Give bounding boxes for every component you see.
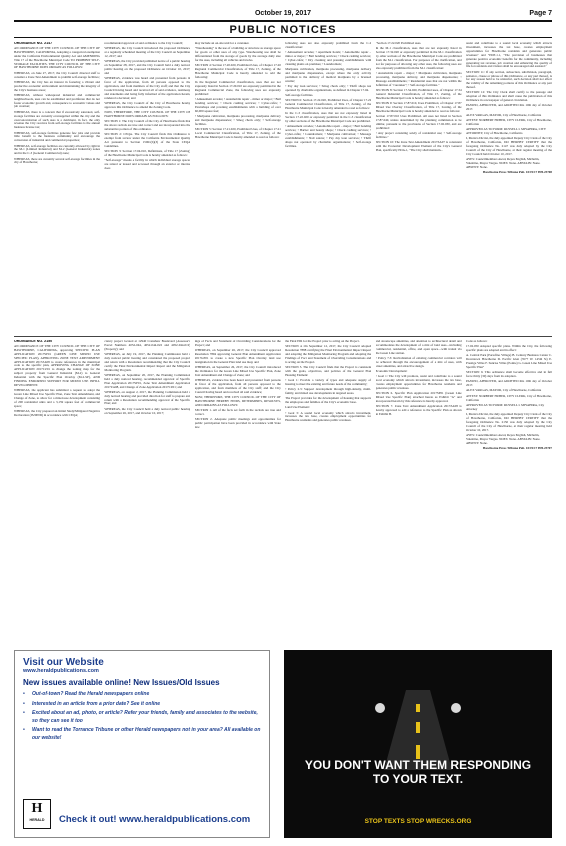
ordinance-title: ORDINANCE NO. 2147 xyxy=(14,42,53,45)
notice-paragraph: I, Monica Dicrisi, the duly appointed Deputy City Clerk of the City of Hawthorne, California, DO HEREBY CERTIFY that the foregoing Ordinance No. 2150 was duly adopted by the City Council of the City of Hawthorne, at their regular meeting held October 10, 2017. xyxy=(466,411,552,432)
herald-logo xyxy=(23,799,51,829)
notice-paragraph: WHEREAS, on September 26, 2017, the City Council approved Resolution 7894 approving General Plan Amendment Application 2017GP01 to create a new Specific Plan Overlay land use designation in the General Plan land use map; and xyxy=(194,348,281,364)
notice-paragraph: I, Monica Dicrisi, the duly appointed Deputy City Clerk of the City of Hawthorne, California, DO HEREBY CERTIFY that the foregoing Ordinance No. 2147 was duly adopted by the City Council of the City of Hawthorne, at their regular meeting of the City Council held October 10, 2017. xyxy=(466,136,552,156)
issue-date: October 19, 2017 xyxy=(254,10,312,17)
notice-paragraph: WHEREAS, the City has an interest in fostering a vibrant and productive economic environment and maintaining the integrity of the City's business areas; xyxy=(14,79,100,92)
notice-paragraph: SECTION 2. Adequate public meetings and opportunities for public participation have been provided in accordance with State law. xyxy=(194,417,281,429)
notice-paragraph: SECTION 9. This ordinance shall become effective and in full force thirty (30) days from its adoption. xyxy=(466,370,552,379)
notice-paragraph: SECTION 1. All of the facts set forth in the recitals are true and correct. xyxy=(194,407,281,416)
road-illustration-icon xyxy=(284,650,552,770)
notice-column xyxy=(466,42,552,332)
notice-paragraph: • Pay day loan services; • Smog check only; • Thrift shops not operated by charitable organizations, as defined in Chapter 17.04. xyxy=(285,83,372,92)
notice-paragraph: ALEX VARGAS, MAYOR, City of Hawthorne, California xyxy=(466,112,542,117)
notice-paragraph: ALEX VARGAS, MAYOR, City of Hawthorne, California xyxy=(466,388,542,393)
notice-paragraph: may include an on-site unit for a caretaker. xyxy=(194,42,250,45)
notice-paragraph: WHEREAS, on July 19, 2017, the Planning Commission held a duly noticed public hearing and considered the proposed project and return with a Resolution recommending that the City Council certify the Final Environmental Impact Report and the Mitigation Monitoring Program. xyxy=(104,352,191,372)
promo-check-it-out[interactable]: Check it out! www.heraldpublications.com xyxy=(59,814,251,825)
notice-paragraph: SECTION 10: The Zone Text Amendment 2017ZA07 is consistent with the Economic Development Element of the City's General Plan, specifically EDA-1, "The City shall maintain... xyxy=(375,139,462,152)
notice-paragraph: Marijuana cultivation, marijuana processing, marijuana delivery and marijuana dispensaries, except where the only activity permitted is the delivery of medical marijuana by a licensed retailer; xyxy=(285,67,372,83)
ordinance-title: ORDINANCE NO. 2150 xyxy=(14,340,53,343)
notice-paragraph: AN ORDINANCE OF THE CITY COUNCIL OF THE CITY OF HAWTHORNE, CALIFORNIA, Adopting a categorical exemption under the California Environmental Quality Act and AMENDING Title 17 of the Hawthorne Municipal Code TO PROHIBIT SELF-STORAGE FACILITIES. THE CITY COUNCIL OF THE CITY OF HAWTHORNE DOES ORDAIN AS FOLLOWS: xyxy=(14,45,100,70)
notice-paragraph: AYES: Councilmembers Awad, Reyes English, Michelin, Valentine, Mayor Vargas. NOES: None. ABSTAIN: None. ABSENT: None. xyxy=(466,432,541,445)
notice-column xyxy=(195,340,281,644)
notice-paragraph: WHEREAS, the applicant has submitted a request to adopt the Green Line Mixed Use Specific Plan, Zone Text Amendment, and Change of Zone, to allow for a mixed-use development consisting of 200 residential units and a 3,159 square feet of commercial space; xyxy=(14,388,100,408)
promo-title: Visit our Website xyxy=(23,657,104,668)
section-banner: PUBLIC NOTICES xyxy=(14,20,552,38)
psa-cta[interactable]: STOP TEXTS STOP WRECKS.ORG xyxy=(364,818,472,825)
notice-paragraph: SECTION 6: Section 17.22.020, Prohibited Uses, of Chapter 17.22 General Commercial Classification, of Title 17, Zoning, of the Hawthorne Municipal Code is hereby amended to read as follows: xyxy=(285,98,372,111)
notice-paragraph: WHEREAS, there are currently several self-storage facilities in the city of Hawthorne; xyxy=(14,156,100,165)
notice-column xyxy=(104,340,190,644)
notice-paragraph: SECTION 4. On September 12, 2017, the City Council adopted Resolution 7888 certifying the Final Environmental Impact Report and adopting the Mitigation Monitoring Program and adopting the Findings of Fact and Statement of Overriding Considerations and is acting on the Project. xyxy=(285,344,372,364)
notice-column xyxy=(376,340,462,644)
texting-psa-ad[interactable] xyxy=(284,650,552,838)
herald-logo-mark: H xyxy=(31,801,43,816)
notice-paragraph: APPROVED AS TO FORM: RUSSELL I. MIYAHIRA, City Attorney xyxy=(466,402,545,411)
notice-paragraph: • Amusement arcades; • Apartment hotels; • Automobile repair – minor or major; • Bail bonding services; • Check cashing services; • Cyber-cafés; • Dry cleaning and pressing establishments with cleaning plants on premises; • Laundromats; xyxy=(285,50,372,66)
promo-bullet: • Out-of-town? Read the Herald newspapers online xyxy=(23,691,263,699)
notice-paragraph: SECTION 9: Section 17.87.010, Uses Prohibited, of Chapter 17.87 Mixed Use Overlay Classification, of Title 17, Zoning, of the Hawthorne Municipal Code is hereby amended to read as follows: xyxy=(375,100,462,113)
notice-column xyxy=(104,42,190,332)
notice-paragraph: WHEREAS, evidence has been heard and presented from persons in favor of the application, from all persons opposed to the application, and from members of the City staff; and the City Council having heard and received all said evidence; xyxy=(194,378,281,394)
notice-paragraph: WHEREAS, the City prepared an Initial Study/Mitigated Negative Declaration (IS/MND) in accordance with CEQA; xyxy=(14,409,100,417)
notice-paragraph: • Amusement arcades; • Automobile repair – major; • Bail bonding services; • Barber and beauty shops; • Check cashing services; • Cyber-cafés; • Laundromats; • Marijuana cultivation; • Massage establishments; • Nail salons; • Pay day loan services; • Thrift shops not operated by charitable organizations; • Self-storage facilities. xyxy=(285,124,372,148)
notice-paragraph: 17.02.050 Adopted specific plans. Within the City, the following specific plans are adopted and in effect: xyxy=(466,344,552,353)
publication-number: Hawthorne Press Tribune Pub. 10/19/17 HH-25707 xyxy=(482,445,552,450)
website-promo-ad[interactable] xyxy=(14,650,270,838)
notice-paragraph: ATTEST: NORBERT HUBER, CITY CLERK, City of Hawthorne, California xyxy=(466,393,552,402)
notice-paragraph: WHEREAS, evidence was heard and presented from persons in favor of the application, from all persons opposed to the application, and from members of the City staff; and that the City Council having heard and received all of said evidence, testimony and statements and being fully informed of the application herein, rendered a decision; and xyxy=(104,76,191,100)
notice-paragraph: SECTION 3: Section 17.04.010, Definitions, of Title 17 (Zoning) of the Hawthorne Municipal Code is hereby amended as follows: xyxy=(104,149,191,157)
notice-paragraph: WHEREAS, on September 26, 2017, the City Council introduced the Ordinance for the Green Line Mixed Use Specific Plan, Zone Text Amendment and Change of Zone; and xyxy=(194,365,281,377)
notice-paragraph: ings of Facts and Statement of Overriding Considerations for the Project; and xyxy=(194,340,281,347)
notice-paragraph: Land Use Element: xyxy=(285,405,310,410)
notice-divider xyxy=(14,336,552,337)
ordinance-2150 xyxy=(14,340,552,644)
notice-paragraph: recommended approval of said ordinance to the City Council; xyxy=(104,42,184,45)
notice-paragraph: Section 17.87.010 Uses Prohibited. All uses not listed in Section 17.87.040, unless determined by the planning commission to be similar, pursuant to the provisions of Section 17.02.030, and are prohibited: xyxy=(375,113,462,130)
notice-paragraph: • Policy 7.3: Revitalization of existing commercial corridors will be achieved through the encouragement of a mix of uses, with street amenities, and attractive design. xyxy=(375,355,462,368)
promo-bullet: • Want to read the Torrance Tribune or other Herald newspapers not in your area? All available on our website! xyxy=(23,727,263,742)
notice-paragraph: SECTION 2: CEQA. The City Council finds this Ordinance is exempt from review under the California Environmental Quality Act pursuant to Section 15061(b)(3) of the State CEQA Guidelines. xyxy=(104,132,191,148)
notice-paragraph: the Final EIR for the Project prior to acting on the Project. xyxy=(285,340,360,343)
promo-bullet: • Excited about an ad, photo, or article? Refer your friends, family and associates to the website, so they can see it too xyxy=(23,710,263,725)
notice-paragraph: SECTION 1: The City Council of the City of Hawthorne finds that the above recitals are true and correct and are incorporated into the substantive portion of this ordinance. xyxy=(104,119,191,131)
notice-paragraph: WHEREAS, on September 20, 2017, the Planning Commission held a duly noticed hearing, recommended approval of Specific Plan Application 2017SP01, Zone Text Amendment Application 2017ZA08, and Change of Zone Application 2017CZ01; and xyxy=(104,372,191,389)
notice-paragraph: In the C-3 classification, uses that are not expressly listed in Section 17.22.020 or expressly permitted in the C-3 classification by other sections of the Hawthorne Municipal Code are prohibited. xyxy=(285,111,372,124)
notice-paragraph: NOW, THEREFORE, THE CITY COUNCIL OF THE CITY OF HAWTHORNE DOES ORDAIN AS FOLLOWS: xyxy=(104,109,191,118)
notice-paragraph: WHEREAS, on June 27, 2017, the City Council directed staff to consider a Zone Text Amendment to prohibit self-storage facilities; xyxy=(14,70,100,79)
notice-paragraph: In the Regional Commercial classification, uses that are not expressly listed in Section 17.20.010 are expressly permitted in the Regional Commercial Zone, the following uses are expressly prohibited: xyxy=(194,80,281,96)
public-notices-area xyxy=(14,42,552,644)
notice-paragraph: PASSED, APPROVED, and ADOPTED this 10th day of October 2017. xyxy=(466,379,552,388)
notice-paragraph: AN ORDINANCE OF THE CITY COUNCIL OF THE CITY OF HAWTHORNE, CALIFORNIA, approving SPECIFIC PLAN APPLICATION 2017SP01 (GREEN LINE MIXED USE SPECIFIC PLAN), APPROVING ZONE TEXT AMENDMENT APPLICATION 2017ZA08 to create references in the municipal code to the specific plan, APPROVING CHANGE OF ZONE APPLICATION 2017CZ01 to change the zoning map for the subject property from General Industrial (M-2) to General Industrial with the Specific Plan Overlay (M-2-SP), AND FINDING ENDORSED SUPPORT FOR MIXED USE INFILL DEVELOPMENT. xyxy=(14,343,100,387)
notice-paragraph: following uses are also expressly prohibited from the C-2 classification: xyxy=(285,42,372,49)
promo-url[interactable]: www.heraldpublications.com xyxy=(23,668,99,674)
notice-paragraph: • Amusement arcades; • Automobile repair – minor or major; • Bail bonding services; • Check cashing services; • Cyber-cafés; • Pawnshops and pawning establishments with a building of over 60,000 square feet; xyxy=(194,96,281,113)
notice-column xyxy=(466,340,552,644)
herald-logo-word: HERALD xyxy=(29,818,45,822)
notice-paragraph: SECTION 6. Specific Plan Application 2017SP01 (Green Line Mixed Use Specific Plan) attached hereto as Exhibit "A" and incorporated herein by this reference is hereby approved. xyxy=(375,391,462,403)
notice-paragraph: PASSED, APPROVED, and ADOPTED this 10th day of October 2017. xyxy=(466,103,552,112)
notice-paragraph: WHEREAS, the City Council of the City of Hawthorne hereby approves this Ordinance to amend the Zoning Code. xyxy=(104,100,191,109)
notice-paragraph: The Project provides for the development of housing that supports the employees and families of the City's economic base. xyxy=(285,396,372,405)
notice-paragraph: assist and contribute to a sound local economy which attracts investment, increases the tax base, creates employment opportunities for Hawthorne residents and generates public revenues" and "EDP-1.1, "The provision of businesses that generate positive economic benefits for the community, including generating tax revenue, job creation and enhancing the quality of life for residents and visitors shall be encouraged and assisted." xyxy=(466,42,552,69)
page-number: Page 7 xyxy=(529,10,552,17)
notice-paragraph: • Goal 3: A sound local economy which attracts investment, increases the tax base, creates employment opportunities for Hawthorne residents and generates public revenues. xyxy=(285,410,372,423)
notice-paragraph: WHEREAS, there is a concern that if excessively saturated, self-storage facilities are currently oversupplied within the city and the overconcentration of such uses is a detriment, in fact, the only revenue the City receives from self-storage facilities is the annual business license tax; xyxy=(14,109,100,130)
notice-column xyxy=(14,42,100,332)
psa-headline: YOU DON'T WANT THEM RESPONDING TO YOUR TEXT. xyxy=(304,758,532,786)
notice-column xyxy=(285,340,371,644)
notice-paragraph: SECTION 8: Section 17.34.020, Prohibited uses, of Chapter 17.34 General Industrial Classification, of Title 17, Zoning, of the Hawthorne Municipal Code is hereby amended as follows: xyxy=(375,87,462,100)
notice-paragraph: A. Central Park (Portofino Village) B. Century Business Center C. Downtown Hawthorne D. Pacific Glen (3577 W. 145th St) E. Prestige Villas F. Sunrise Villas (Pointe) G. Green Line Mixed Use Specific Plan" xyxy=(466,353,552,370)
promo-headline: New issues available online! New Issues/Old Issues xyxy=(23,678,220,687)
notice-paragraph: "Self-storage" means a facility in which individual storage spaces are rented or leased and accessed through an exterior or interior door. xyxy=(104,158,191,170)
notice-paragraph: Self-storage facilities. xyxy=(285,93,314,98)
notice-paragraph: • Goal 1: Provide a variety of types and adequate supply of housing to meet the existing and future needs of the community; xyxy=(285,378,372,386)
notice-paragraph: SECTION 12: The City Clerk shall certify to the passage and adoption of this Ordinance and shall cause the publication of this Ordinance in a newspaper of general circulation. xyxy=(466,90,552,103)
notice-paragraph: SECTION 5: Section 17.21.020, Prohibited Uses, of Chapter 17.21 Local Commercial Classification, of Title 17, Zoning, of the Hawthorne Municipal Code is hereby amended to read as follows: xyxy=(194,126,281,139)
notice-paragraph: SECTION 7. Zone Text Amendment Application 2017ZA08 is hereby approved to add a reference to the Specific Plan as shown in Exhibit B. xyxy=(375,404,462,416)
notice-paragraph: • Marijuana cultivation, marijuana processing, marijuana delivery and marijuana dispensaries; • Smog check only; • Self-storage facilities. xyxy=(194,113,281,126)
notice-paragraph: AYES: Councilmembers Awad, Reyes English, Michelin, Valentine, Mayor Vargas. NOES: None. ABSTAIN: None. ABSENT: None. xyxy=(466,156,541,169)
notice-paragraph: "Section 17.22.020 Prohibited uses. xyxy=(375,42,422,45)
notice-paragraph: Economic Development: xyxy=(375,368,408,373)
notice-paragraph: • Policy 2.3: Support development through high-density, multi-family, and mixed use developments in targeted areas. xyxy=(285,387,372,396)
notice-paragraph: WHEREAS, on August 2, 2017, the Planning Commission held a duly noticed hearing and provided direction for staff to prepare and return with a Resolution recommending approval of the Specific Plan; and xyxy=(104,389,191,406)
notice-paragraph: In the M-1 classification, uses that are not expressly listed in Section 17.32.020 or expressly permitted in the M-1 classification by other sections of the Hawthorne Municipal Code are prohibited from the M-1 classification. For purposes of the clarification, and not for purposes of allowing any other uses, the following uses are also expressly prohibited from the M-1 classification: xyxy=(375,46,462,70)
notice-paragraph: APPROVED AS TO FORM: RUSSELL I. MIYAHIRA, CITY ATTORNEY, City of Hawthorne, California xyxy=(466,126,546,135)
notice-paragraph: ATTEST: NORBERT HUBER, CITY CLERK, City of Hawthorne, California xyxy=(466,117,552,126)
notice-paragraph: WHEREAS, without widespread industrial and commercial neighborhoods, uses can be established and proliferate that do not foster economic growth and, consequence to economic values and job creation; xyxy=(14,92,100,109)
notice-paragraph: SECTION 11: If any section, subsection, subdivision, paragraph, sentence, clause or phrase of this Ordinance, or any part thereof, is for any reason held to be unlawful, such decision shall not affect the validity of the remaining portions of this Ordinance or any part thereof. xyxy=(466,69,552,90)
notice-column xyxy=(195,42,281,332)
promo-bullets xyxy=(23,691,263,744)
publication-number: Hawthorne Press Tribune Pub. 10/19/17 HH-25708 xyxy=(482,169,552,174)
notice-paragraph: "Warehousing" is the use of a building or structure as storage space for goods or other uses of any type. Warehousing use shall be differentiated from the storage of goods by the average daily size for the uses, including all vehicles and trucks. xyxy=(194,46,281,62)
notice-paragraph: and streetscape amenities, and attention to architectural detail and accommodates the development of a mix of land uses—including commercial, residential, office, and open space—with transit via the Green Line station. xyxy=(375,340,462,355)
notice-paragraph: ciency project located at 12940 Crenshaw Boulevard (Assessor's Parcel Numbers 4052-044, 4052-044-022 and 4052-044-019) (Property); and xyxy=(104,340,191,351)
notice-paragraph: WHEREAS, the City Council held a duly noticed public hearing on September 26, 2017, and October 10, 2017; xyxy=(104,406,191,415)
notice-paragraph: SECTION 5. The City Council finds that the Project is consistent with the goals, objectives, and policies of the General Plan Housing Element: xyxy=(285,365,372,377)
promo-bullet: • Interested in an article from a prior date? See it online xyxy=(23,701,263,709)
notice-column xyxy=(14,340,100,644)
notice-paragraph: SECTION 4: Section 17.20.020, Prohibited Uses, of Chapter 17.20 Regional Commercial Classification, of Title 17, Zoning, of the Hawthorne Municipal Code is hereby amended to add the following: xyxy=(194,63,281,79)
notice-paragraph: WHEREAS, the City provided published notice of a public hearing on September 28, 2017, and the City Council held a duly noticed public hearing on the proposed Ordinance on October 10, 2017; and xyxy=(104,59,191,75)
notice-paragraph: WHEREAS, the City Council introduced the proposed Ordinance at a regularly scheduled meeting of the City Council on September 12, 2017; and xyxy=(104,46,191,59)
notice-column xyxy=(285,42,371,332)
notice-paragraph: WHEREAS, self-storage facilities are currently allowed by right in the M-1 (Limited Industrial) and M-2 (General Industrial) zones and in the C-3 (General Commercial) zone; xyxy=(14,143,100,156)
ordinance-2147 xyxy=(14,42,552,332)
notice-paragraph: NOW, THEREFORE, THE CITY COUNCIL OF THE CITY OF HAWTHORNE HEREBY FINDS, DETERMINES, RESOLVES, AND ORDAINS AS FOLLOWS: xyxy=(194,394,281,407)
notice-paragraph: • Goal 1: The City will promote, assist and contribute to a sound local economy which attracts investment, increases the tax base, creates employment opportunities for Hawthorne residents and generates public revenues. xyxy=(375,374,462,390)
notice-column xyxy=(376,42,462,332)
notice-paragraph: Code as follows: xyxy=(466,340,488,343)
notice-paragraph: • Automobile repair – major; • Marijuana cultivation, marijuana processing, marijuana delivery, and marijuana dispensaries; • Massage establishments; • Residential uses that are not within the definition of "caretaker"; • Self-storage facilities." xyxy=(375,70,462,87)
notice-paragraph: WHEREAS, self-storage facilities generate few jobs and provide little benefit to the business community and encourage the conversion of industrial and commercial properties; xyxy=(14,130,100,143)
notice-paragraph: • Any project consisting solely of residential use; • Self-storage facilities." xyxy=(375,130,462,139)
